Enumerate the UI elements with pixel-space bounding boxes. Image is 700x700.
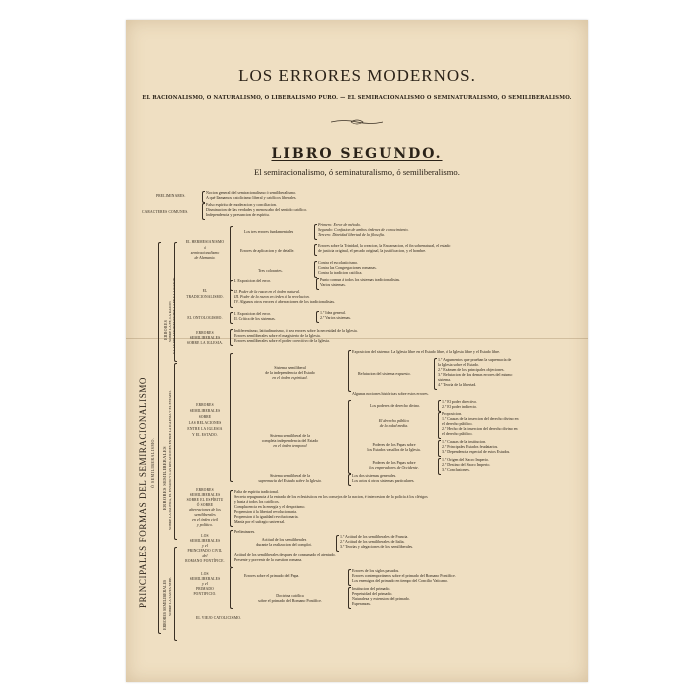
list-item: Actitud de los semiliberales despues de consumado el atentado. (234, 552, 336, 557)
list-item: 1.º Idea general. (320, 310, 346, 315)
system-heading: Sistema semiliberal de la (269, 473, 311, 478)
list-item: Independencia y presuncion de espíritu. (206, 212, 270, 217)
list-item: Primero: Error de método. (318, 222, 362, 227)
list-item: Errores contemporáneos sobre el primado del Romano Pontífice. (352, 573, 456, 578)
list-item: Los enemigos del primado en tiempo del Concilio Vaticano. (352, 578, 449, 583)
section-label: semiracionalismo (190, 250, 220, 255)
list-item: Contra la tradicion católica. (318, 270, 363, 275)
brace (230, 353, 233, 482)
list-item: y hasta á todos los católicos. (234, 499, 280, 504)
brace (316, 278, 319, 290)
list-item: I. Exposicion del error. (234, 278, 271, 283)
brace (438, 412, 441, 439)
list-item: 3.º Conclusiones. (442, 467, 470, 472)
list-item: Segundo: Confusion de ambos órdenes de conocimiento. (318, 227, 409, 232)
brace (316, 311, 319, 323)
list-item: Falso espíritu de moderacion y conciliacion. (206, 202, 277, 207)
list-item: Institucion del primado. (352, 586, 391, 591)
sub-heading: Actitud de los semiliberales (261, 537, 307, 542)
list-item: 3.º Teorías y alegaciones de los semiliberales. (340, 544, 414, 549)
brace (230, 312, 233, 324)
sub-heading: Poderes de los Papas sobre (372, 460, 416, 465)
system-heading: completa independencia del Estado (261, 438, 319, 443)
section-label: y el (202, 543, 208, 548)
list-item: Varios sistemas. (320, 282, 346, 287)
sub-heading: Poderes de los Papas sobre (372, 442, 416, 447)
sub-heading: durante la realizacion del complot. (256, 542, 312, 547)
brace (314, 244, 317, 256)
list-item: Errores semiliberales sobre el magisterio de la Iglesia. (234, 333, 321, 338)
section-label: aberraciones de los (189, 507, 221, 512)
document-title: LOS ERRORES MODERNOS. (238, 66, 476, 85)
section-label: en el órden civil (192, 517, 218, 522)
sub-heading: Errores sobre el primado del Papa. (244, 573, 300, 578)
list-item: I. Exposicion del error. (234, 311, 271, 316)
ornament-divider (331, 118, 383, 126)
list-item: III. Poder de la razon en órden á la revelacion. (234, 294, 310, 299)
brace (174, 363, 177, 540)
list-item: el derecho público. (442, 431, 473, 436)
section-label: LOS (201, 534, 209, 538)
list-item: Los actos ú otros sistemas particulares. (352, 478, 415, 483)
section-label: SEMILIBERALES (189, 539, 221, 543)
list-item: Complacencia en la energía y el despotismo. (234, 504, 306, 509)
list-item: Indiferentismo, latitudinarismo, ó sea errores sobre la necesidad de la Iglesia. (234, 328, 358, 333)
list-item: 1.º Origen del Sacro Imperio. (442, 457, 490, 462)
caracteres-label: CARACTERES COMUNES. (142, 210, 189, 214)
list-item: 2.º El poder indirecto. (442, 404, 478, 409)
list-item: Tercero: Dineidad libertad de la filosofía. (318, 232, 385, 237)
list-item: 1.º El poder directivo. (442, 399, 478, 404)
sub-heading: Tres coloraries. (258, 268, 283, 273)
sub-heading: los emperadores de Occidente. (369, 465, 419, 470)
preliminares-label: PRELIMINARES. (156, 194, 186, 198)
section-label: Y EL ESTADO. (192, 433, 218, 437)
list-item: 1.º Causas de la institucion. (442, 439, 487, 444)
brace (348, 569, 351, 586)
list-item: Secreta repugnancia á la entrada de los eclesiásticos en los consejos de la nacion, é intercesion de la policía á los clérigos (234, 494, 428, 499)
list-item: Presente y porvenir de la cuestion romana. (234, 557, 303, 562)
section-label: semiliberales (194, 512, 216, 517)
list-item: 2.º Varios sistemas. (320, 315, 351, 320)
section-label: SEMILIBERALES (189, 409, 221, 413)
document-sheet (126, 20, 588, 682)
brace (202, 203, 205, 220)
brace (438, 440, 441, 457)
sub-heading: sobre el primado del Romano Pontífice. (258, 598, 322, 603)
brace (230, 530, 233, 568)
brace (230, 329, 233, 346)
list-item: Contra el escolasticismo. (318, 260, 359, 265)
vertical-errors-3b: SOBRE LA SANTA SEDE. (168, 576, 172, 616)
section-label: SOBRE LA IGLESIA. (186, 341, 224, 345)
section-label: ERRORES (196, 403, 214, 407)
list-item: Manía por el sufragio universal. (234, 519, 286, 524)
section-label: EL ONTOLOGISMO. (187, 316, 223, 320)
brace (230, 567, 233, 609)
sub-heading: Los tres errores fundamentales (244, 229, 294, 234)
brace (314, 224, 317, 240)
list-item: Naturaleza y extension del primado. (352, 596, 410, 601)
list-item: 1.º Argumentos que prueban la supremacía de (438, 357, 512, 362)
list-item: Los dos sistemas generales. (352, 473, 397, 478)
list-item: Punto comun á todos los sistemas tradicionalistas. (320, 277, 401, 282)
list-item: Preliminares. (234, 529, 256, 534)
sub-heading: los Estados vasallos de la Iglesia. (367, 447, 421, 452)
book-subtitle: El semiracionalismo, ó seminaturalismo, ó semiliberalismo. (254, 167, 460, 177)
system-heading: en el órden temporal (273, 443, 307, 448)
list-item: Perpetuidad del primado. (352, 591, 393, 596)
list-item: Falta de espíritu tradicional. (234, 489, 279, 494)
section-label: TRADICIONALISMO. (186, 295, 224, 299)
list-item: Disminucion de las verdades y menoscabo del sentido católico. (206, 207, 308, 212)
list-item: 2.º Exámen de los principales objeciones. (438, 367, 505, 372)
list-item: Propension á la libertad revolucionaria. (234, 509, 297, 514)
brace-main (158, 242, 161, 634)
brace (230, 490, 233, 527)
vertical-errors-1b: SOBRE LA FE, LA RAZON (168, 301, 172, 342)
list-item: Esperanzas. (352, 601, 371, 606)
section-label: ó (204, 245, 206, 250)
section-label: PRINCIPADO CIVIL (187, 549, 223, 553)
sub-heading: Errores de aplicacion y de detalle. (240, 248, 295, 253)
system-heading: supremacía del Estado sobre la Iglesia. (258, 478, 322, 483)
list-item: Contra las Congregaciones romanas. (318, 265, 377, 270)
list-item: 2.º Destino del Sacro Imperio. (442, 462, 491, 467)
list-item: 2.º Actitud de los semiliberales de Italia. (340, 539, 405, 544)
section-label: SEMILIBERALES (189, 336, 221, 340)
list-item: Proposicion. (442, 411, 463, 416)
brace (314, 261, 317, 278)
list-item: 2.º Principales Estados feudatarios. (442, 444, 499, 449)
document-subtitle: EL RACIONALISMO, Ó NATURALISMO, Ó LIBERALISMO PURO. — EL SEMIRACIONALISMO Ó SEMINATURALISMO, Ó SEMILIBERALISMO. (142, 95, 572, 101)
system-heading: Sistema semiliberal de la (269, 433, 311, 438)
vertical-errors-1: ERRORES (163, 319, 168, 340)
list-item: 3.º Dependencia especial de estos Estados. (442, 449, 511, 454)
sub-heading: de la edad media. (379, 423, 409, 428)
list-item: 2.º Hecho de la insercion del derecho divino en (442, 426, 518, 431)
list-item: la Iglesia sobre el Estado. (438, 362, 479, 367)
list-item: Errores de los siglos pasados. (352, 568, 400, 573)
section-label: PONTIFICIO. (193, 592, 217, 596)
list-item: 1.º Actitud de los semiliberales de Francia. (340, 534, 409, 539)
section-label: LOS (201, 572, 209, 576)
section-label: LAS RELACIONES (188, 421, 222, 425)
list-item: Nocion general del semiracionalismo ó semiliberalismo. (206, 190, 297, 195)
section-label: y el (202, 581, 208, 586)
section-label: PRIMADO (196, 587, 214, 591)
brace (202, 191, 205, 203)
list-item: Exposicion del sistema: La Iglesia libre en el Estado libre, ó la Iglesia libre y el Estado libre. (352, 349, 501, 354)
section-label: EL HERMESIANISMO (185, 240, 225, 244)
vertical-main-label: PRINCIPALES FORMAS DEL SEMIRACIONALISMO (138, 376, 148, 608)
section-label: del (202, 553, 208, 558)
brace (438, 458, 441, 475)
system-heading: de la independencia del Estado (265, 370, 315, 375)
section-label: ERRORES (196, 488, 214, 492)
vertical-errors-1c: Y LAS RELACIONES ENTRE LA FE Y LA RAZON. (172, 276, 176, 354)
list-item: IV. Algunos otros errores ó aberraciones de los tradicionalistas. (234, 299, 336, 304)
sub-heading: Refutacion del sistema expuesto. (358, 371, 411, 376)
vertical-errors-3: ERRORES SEMILIBERALES (162, 579, 167, 630)
section-label: SOBRE EL ESPÍRITU (186, 498, 224, 502)
sub-heading: Doctrina católica (276, 593, 304, 598)
list-item: 1.º Causas de la insercion del derecho divino en (442, 416, 519, 421)
brace (434, 358, 437, 390)
sub-heading: El derecho público (378, 418, 410, 423)
system-heading: Sistema semiliberal (274, 365, 306, 370)
section-label: de Alemania. (194, 255, 216, 260)
list-item: sistema. (438, 377, 451, 382)
brace (438, 400, 441, 412)
section-label: SEMILIBERALES (189, 577, 221, 581)
list-item: 4.º Teoría de la libertad. (438, 382, 477, 387)
system-heading: en el órden espiritual. (272, 375, 308, 380)
list-item: de justicia original, el pecado original, la justificacion, y el hombre. (318, 248, 427, 253)
list-item: Propension á la igualdad revolucionaria. (234, 514, 299, 519)
viejo-catolicismo-label: EL VIEJO CATOLICISMO. (196, 616, 242, 620)
list-item: el derecho público. (442, 421, 473, 426)
brace (174, 547, 177, 641)
sub-heading: Los poderes de derecho divino. (370, 403, 421, 408)
section-label: Ó SOBRE (196, 503, 214, 507)
section-label: y político. (197, 522, 213, 527)
brace (230, 280, 233, 308)
brace (348, 350, 351, 392)
list-item: Algunas nociones históricas sobre estos errores. (352, 391, 429, 396)
brace (348, 400, 351, 474)
list-item: Errores semiliberales sobre el poder coercitivo de la Iglesia. (234, 338, 330, 343)
list-item: II. Poder de la razon en el órden natural. (234, 289, 301, 294)
section-label: ERRORES (196, 331, 214, 335)
section-label: EL (202, 289, 208, 293)
list-item: 3.º Refutacion de los demas errores del mismo (438, 372, 513, 377)
book-title: LIBRO SEGUNDO. (271, 146, 443, 162)
list-item: II. Crítica de los sistemas. (234, 316, 276, 321)
section-label: SOBRE (198, 415, 212, 419)
vertical-errors-2: ERRORES SEMILIBERALES (162, 446, 167, 510)
list-item: A qué llamamos catolicismo liberal y católicos liberales. (206, 195, 297, 200)
list-item: Errores sobre la Trinidad, la creacion, la Encarnacion, el fin sobrenatural, el estado (318, 243, 451, 248)
brace (348, 587, 351, 609)
section-label: SEMILIBERALES (189, 493, 221, 497)
section-label: ROMANO PONTÍFICE. (185, 559, 225, 563)
brace (348, 474, 351, 486)
brace (336, 535, 339, 552)
vertical-main-sub: Ó SEMILIBERALISMO. (150, 437, 155, 488)
section-label: ENTRE LA IGLESIA (187, 427, 223, 431)
vertical-errors-2b: SOBRE LA IGLESIA, EL ESTADO Y LAS RELACIONES ENTRE LA IGLESIA Y EL ESTADO. (168, 390, 172, 530)
